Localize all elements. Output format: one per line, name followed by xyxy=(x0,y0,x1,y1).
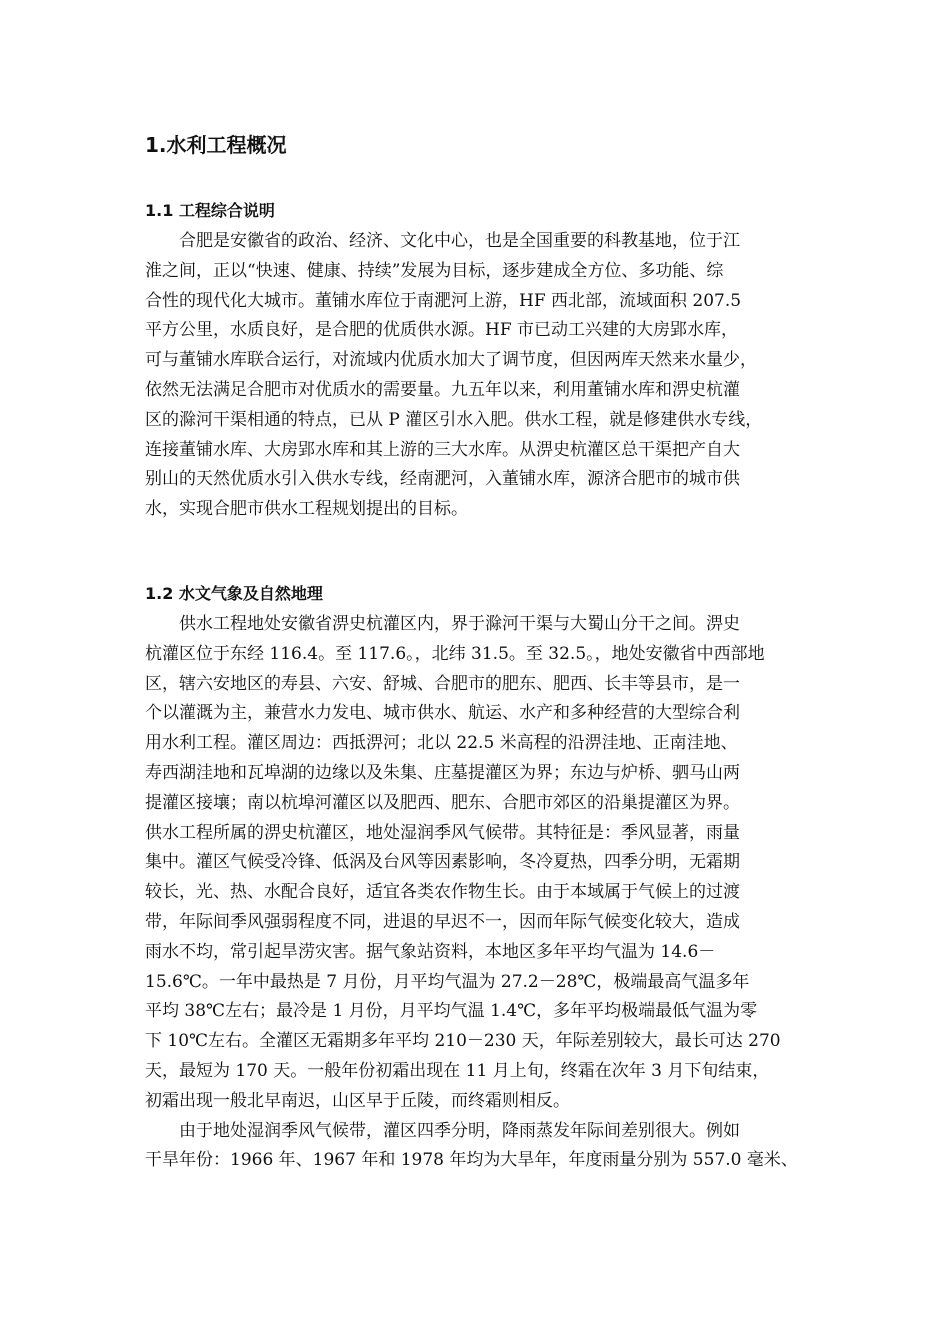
paragraph-line: 合性的现代化大城市。董铺水库位于南淝河上游，HF 西北部，流域面积 207.5 xyxy=(145,290,742,311)
paragraph-line: 用水利工程。灌区周边：西抵淠河；北以 22.5 米高程的沿淠洼地、正南洼地、 xyxy=(145,733,738,754)
paragraph-line: 水，实现合肥市供水工程规划提出的目标。 xyxy=(145,499,468,520)
paragraph-line: 寿西湖洼地和瓦埠湖的边缘以及朱集、庄墓提灌区为界；东边与炉桥、驷马山两 xyxy=(145,762,740,783)
paragraph-line: 初霜出现一般北早南迟，山区早于丘陵，而终霜则相反。 xyxy=(145,1090,570,1111)
paragraph-line: 别山的天然优质水引入供水专线，经南淝河，入董铺水库，源济合肥市的城市供 xyxy=(145,469,740,490)
paragraph-line: 个以灌溉为主，兼营水力发电、城市供水、航运、水产和多种经营的大型综合利 xyxy=(145,703,740,724)
section-body-1-2 xyxy=(145,610,810,1176)
paragraph-line: 杭灌区位于东经 116.4。至 117.6。，北纬 31.5。至 32.5。，地处安徽省中西部地 xyxy=(145,643,765,664)
paragraph-line: 区，辖六安地区的寿县、六安、舒城、合肥市的肥东、肥西、长丰等县市，是一 xyxy=(145,673,740,694)
paragraph-line: 供水工程所属的淠史杭灌区，地处湿润季风气候带。其特征是：季风显著，雨量 xyxy=(145,822,740,843)
paragraph-line: 15.6℃。一年中最热是 7 月份，月平均气温为 27.2－28℃，极端最高气温多年 xyxy=(145,971,750,992)
chapter-heading: 1.水利工程概况 xyxy=(145,133,287,157)
section-body-1-1 xyxy=(145,227,810,525)
paragraph-line: 提灌区接壤；南以杭埠河灌区以及肥西、肥东、合肥市郊区的沿巢提灌区为界。 xyxy=(145,792,740,813)
paragraph-line: 淮之间，正以“快速、健康、持续”发展为目标，逐步建成全方位、多功能、综 xyxy=(145,260,724,281)
section-title-1-2: 1.2 水文气象及自然地理 xyxy=(145,584,323,603)
paragraph-line: 平均 38℃左右；最冷是 1 月份，月平均气温 1.4℃，多年平均极端最低气温为零 xyxy=(145,1001,758,1022)
paragraph-line: 区的滁河干渠相通的特点，已从 P 灌区引水入肥。供水工程，就是修建供水专线， xyxy=(145,409,763,430)
paragraph-line: 供水工程地处安徽省淠史杭灌区内，界于滁河干渠与大蜀山分干之间。淠史 xyxy=(179,614,740,634)
paragraph-line: 天，最短为 170 天。一般年份初霜出现在 11 月上旬，终霜在次年 3 月下旬结束， xyxy=(145,1060,770,1081)
paragraph-line: 可与董铺水库联合运行，对流域内优质水加大了调节度，但因两库天然来水量少， xyxy=(145,350,757,371)
paragraph-line: 平方公里，水质良好，是合肥的优质供水源。HF 市已动工兴建的大房郢水库， xyxy=(145,320,739,341)
paragraph-line: 集中。灌区气候受冷锋、低涡及台风等因素影响，冬冷夏热，四季分明，无霜期 xyxy=(145,852,740,873)
paragraph-line: 干旱年份：1966 年、1967 年和 1978 年均为大旱年，年度雨量分别为 557.0 毫米、 xyxy=(145,1150,798,1171)
section-title-1-1: 1.1 工程综合说明 xyxy=(145,201,275,220)
paragraph-line: 连接董铺水库、大房郢水库和其上游的三大水库。从淠史杭灌区总干渠把产自大 xyxy=(145,439,740,460)
paragraph-line: 下 10℃左右。全灌区无霜期多年平均 210－230 天，年际差别较大，最长可达 270 xyxy=(145,1031,781,1052)
paragraph-line: 较长，光、热、水配合良好，适宜各类农作物生长。由于本域属于气候上的过渡 xyxy=(145,882,740,903)
paragraph-line: 合肥是安徽省的政治、经济、文化中心，也是全国重要的科教基地，位于江 xyxy=(179,231,740,251)
paragraph-line: 由于地处湿润季风气候带，灌区四季分明，降雨蒸发年际间差别很大。例如 xyxy=(179,1120,740,1141)
paragraph-line: 雨水不均，常引起旱涝灾害。据气象站资料，本地区多年平均气温为 14.6－ xyxy=(145,941,716,962)
paragraph-line: 带，年际间季风强弱程度不同，进退的早迟不一，因而年际气候变化较大，造成 xyxy=(145,911,740,932)
paragraph-line: 依然无法满足合肥市对优质水的需要量。九五年以来，利用董铺水库和淠史杭灌 xyxy=(145,379,740,400)
